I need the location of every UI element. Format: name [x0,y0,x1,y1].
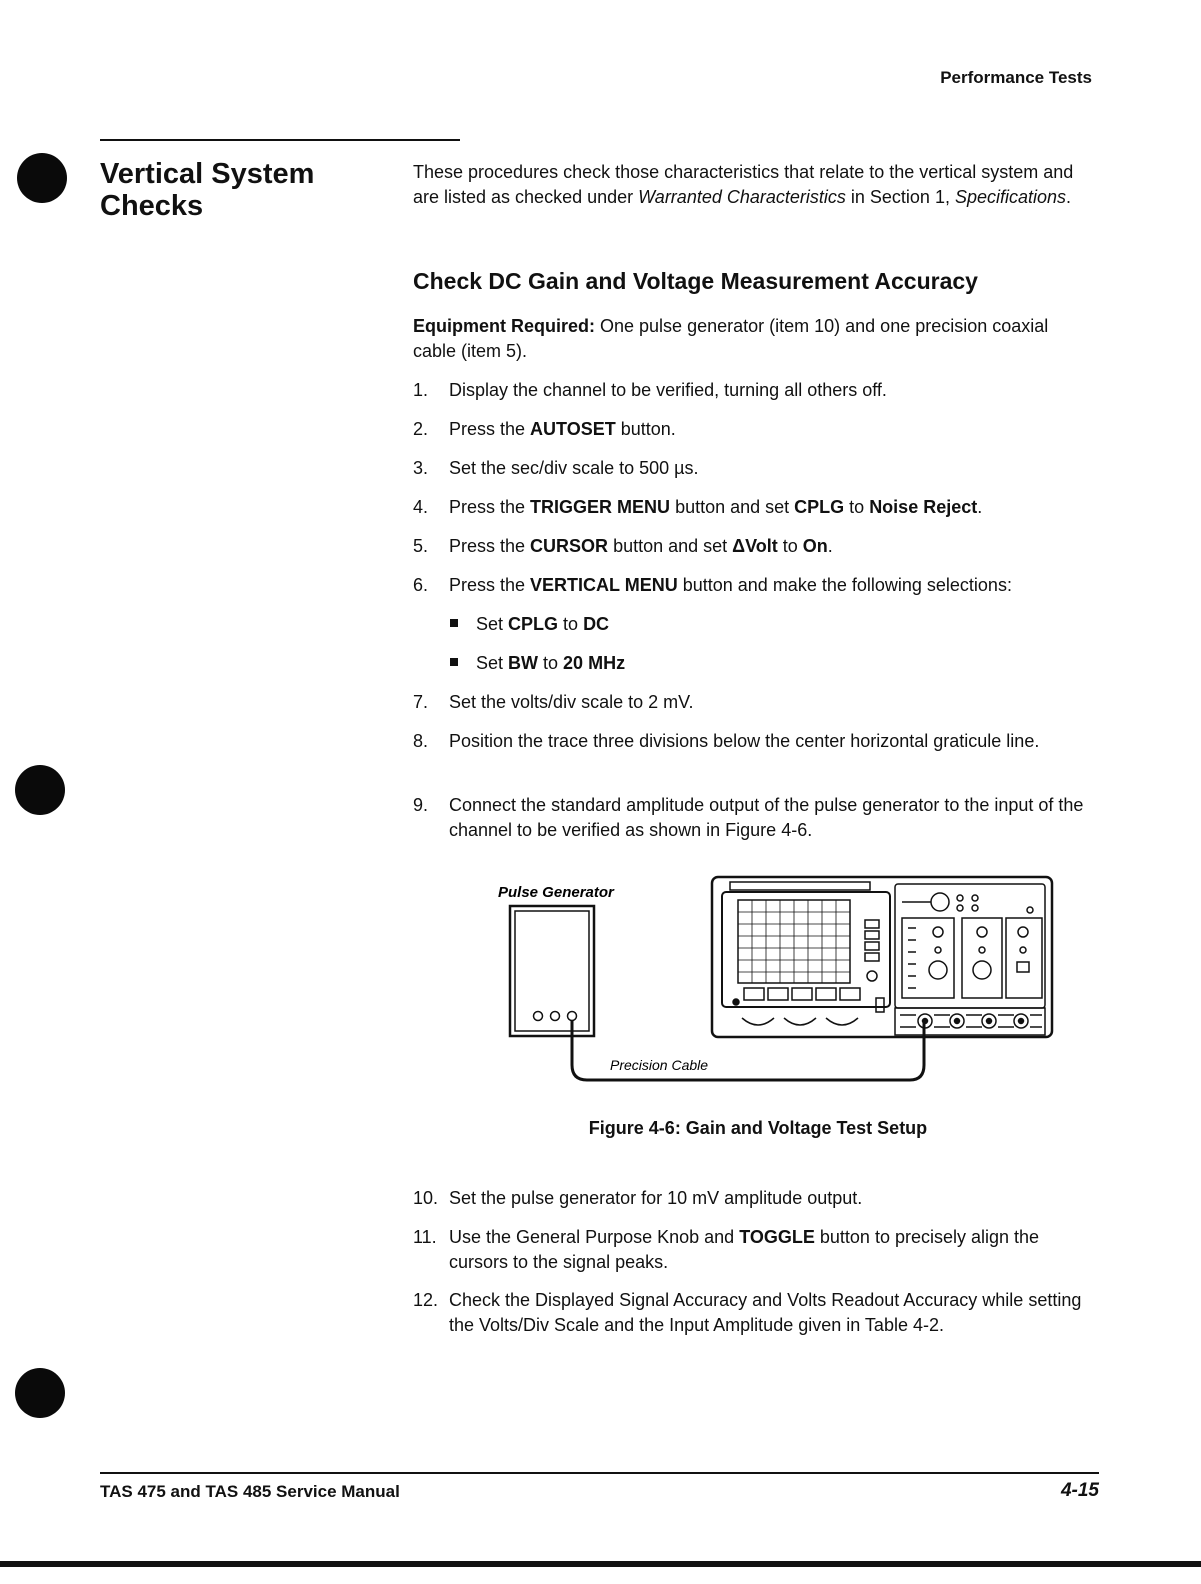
binder-hole-bottom [15,1368,65,1418]
subsection-title: Check DC Gain and Voltage Measurement Accuracy [413,268,978,294]
intro-paragraph: These procedures check those characteristics that relate to the vertical system and are listed as checked under Warranted Characteristics in Section 1, Specifications. [413,162,1074,207]
section-title: Vertical System Checks [100,158,315,222]
step-12: 12. Check the Displayed Signal Accuracy and Volts Readout Accuracy while setting the Volts/Div Scale and the Input Amplitude given in Table 4-2. [413,1290,1082,1335]
test-setup-figure [490,870,1060,1090]
footer-manual-title: TAS 475 and TAS 485 Service Manual [100,1482,400,1501]
figure-caption: Figure 4-6: Gain and Voltage Test Setup [588,1118,928,1138]
equipment-required: Equipment Required: One pulse generator (item 10) and one precision coaxial cable (item 5). [413,316,1049,361]
section-rule [100,139,460,141]
binder-hole-top [17,153,67,203]
bullet-icon [450,658,458,666]
bullet-icon [450,619,458,627]
pulse-generator-label: Pulse Generator [498,884,614,901]
footer-rule [100,1472,1099,1474]
running-header: Performance Tests [940,68,1092,87]
step-11: 11. Use the General Purpose Knob and TOGGLE button to precisely align the cursors to the signal peaks. [413,1227,1040,1272]
step-5: 5. Press the CURSOR button and set ΔVolt to On. [413,536,833,556]
pulse-generator [510,906,594,1036]
step-2: 2. Press the AUTOSET button. [413,419,676,439]
step-4: 4. Press the TRIGGER MENU button and set CPLG to Noise Reject. [413,497,983,517]
step-10: 10. Set the pulse generator for 10 mV amplitude output. [413,1188,863,1208]
step-8: 8. Position the trace three divisions below the center horizontal graticule line. [413,731,1040,751]
step-6-bullet-2: Set BW to 20 MHz [450,651,625,676]
binder-hole-middle [15,765,65,815]
step-6: 6. Press the VERTICAL MENU button and make the following selections: [413,575,1012,595]
step-3: 3. Set the sec/div scale to 500 µs. [413,458,699,478]
page-number: 4-15 [1060,1480,1099,1501]
scan-edge-bar [0,1561,1201,1567]
step-9: 9. Connect the standard amplitude output of the pulse generator to the input of the channel to be verified as shown in Figure 4-6. [413,795,1084,840]
step-7: 7. Set the volts/div scale to 2 mV. [413,692,694,712]
step-1: 1. Display the channel to be verified, turning all others off. [413,380,887,400]
oscilloscope [712,877,1052,1037]
step-6-bullet-1: Set CPLG to DC [450,612,609,637]
cable-label: Precision Cable [610,1057,709,1073]
